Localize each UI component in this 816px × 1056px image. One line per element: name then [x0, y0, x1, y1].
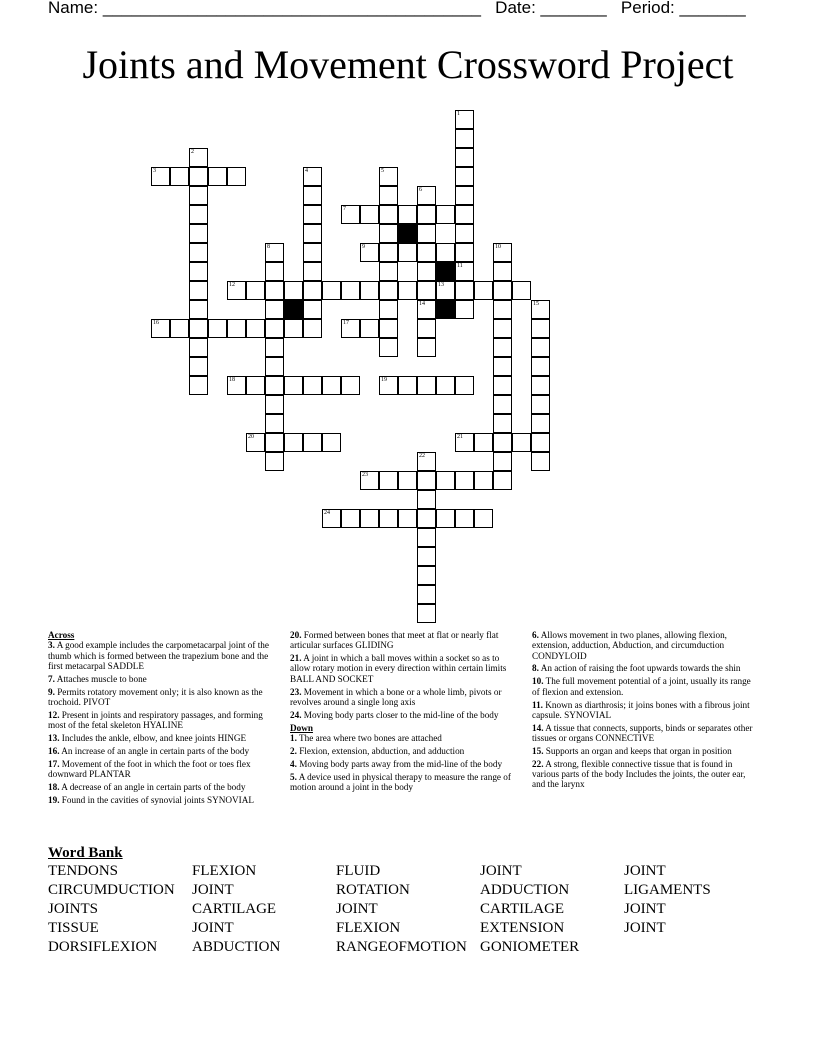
- grid-cell[interactable]: [531, 433, 550, 452]
- clue-item: [48, 674, 278, 684]
- grid-cell[interactable]: [379, 224, 398, 243]
- grid-cell[interactable]: [208, 167, 227, 186]
- grid-cell[interactable]: [417, 281, 436, 300]
- grid-cell[interactable]: [189, 357, 208, 376]
- clue-text: The full movement potential of a joint, usually its range of flexion and extension.: [532, 676, 751, 697]
- black-square: [284, 300, 303, 319]
- grid-cell[interactable]: [417, 604, 436, 623]
- clue-text: Known as diarthrosis; it joins bones with a fibrous joint capsule. SYNOVIAL: [532, 699, 750, 720]
- clue-num: 24.: [290, 709, 302, 720]
- grid-cell[interactable]: [322, 433, 341, 452]
- grid-cell[interactable]: [322, 281, 341, 300]
- grid-cell[interactable]: [398, 471, 417, 490]
- clue-number: 12: [229, 282, 235, 288]
- grid-cell[interactable]: [417, 205, 436, 224]
- grid-cell[interactable]: [398, 376, 417, 395]
- clue-text: Moving body parts closer to the mid-line of the body: [303, 709, 499, 720]
- grid-cell[interactable]: [493, 262, 512, 281]
- grid-cell[interactable]: [303, 281, 322, 300]
- grid-cell[interactable]: [531, 414, 550, 433]
- grid-cell[interactable]: [417, 509, 436, 528]
- grid-cell[interactable]: [474, 281, 493, 300]
- grid-cell[interactable]: [360, 471, 379, 490]
- grid-cell[interactable]: [493, 281, 512, 300]
- name-blank[interactable]: ________________________________________: [102, 0, 481, 17]
- grid-cell[interactable]: [455, 281, 474, 300]
- grid-cell[interactable]: [417, 528, 436, 547]
- clue-number: 18: [229, 377, 235, 383]
- grid-cell[interactable]: [493, 471, 512, 490]
- clue-number: 17: [343, 320, 349, 326]
- clue-num: 9.: [48, 686, 55, 697]
- period-label: Period:: [620, 0, 675, 17]
- clue-text: A strong, flexible connective tissue that is found in various parts of the body Includes the joints, the outer ear, and the larynx: [532, 758, 746, 790]
- grid-cell[interactable]: [455, 433, 474, 452]
- clue-item: [532, 759, 760, 790]
- clue-text: Formed between bones that meet at flat or nearly flat articular surfaces GLIDING: [290, 630, 499, 651]
- grid-cell[interactable]: [360, 319, 379, 338]
- grid-cell[interactable]: [265, 357, 284, 376]
- grid-cell[interactable]: [474, 433, 493, 452]
- clue-num: 12.: [48, 709, 60, 720]
- grid-cell[interactable]: [303, 300, 322, 319]
- clue-text: Movement in which a bone or a whole limb, pivots or revolves around a single long axis: [290, 686, 502, 707]
- clue-number: 21: [457, 434, 463, 440]
- clues-column-1: [48, 630, 278, 808]
- word-bank-item: EXTENSION: [480, 920, 565, 936]
- clue-item: [48, 733, 278, 743]
- word-bank-item: JOINT: [192, 920, 234, 936]
- grid-cell[interactable]: [455, 224, 474, 243]
- clues-column-3: [532, 630, 760, 792]
- grid-cell[interactable]: [303, 224, 322, 243]
- grid-cell[interactable]: [227, 319, 246, 338]
- clue-number: 13: [438, 282, 444, 288]
- grid-cell[interactable]: [189, 148, 208, 167]
- clue-number: 6: [419, 187, 422, 193]
- down-clue-list: [290, 733, 518, 792]
- grid-cell[interactable]: [189, 319, 208, 338]
- clue-number: 22: [419, 453, 425, 459]
- clue-number: 8: [267, 244, 270, 250]
- clue-text: A joint in which a ball moves within a socket so as to allow rotary motion in every direction within certain limits BALL AND SOCKET: [290, 653, 507, 684]
- clue-text: A tissue that connects, supports, binds or separates other tissues or organs CONNECTIVE: [532, 722, 753, 744]
- clue-number: 3: [153, 168, 156, 174]
- grid-cell[interactable]: [531, 357, 550, 376]
- clue-text: An increase of an angle in certain parts of the body: [61, 745, 250, 756]
- clue-number: 19: [381, 377, 387, 383]
- grid-cell[interactable]: [436, 243, 455, 262]
- grid-cell[interactable]: [341, 205, 360, 224]
- grid-cell[interactable]: [417, 547, 436, 566]
- grid-cell[interactable]: [189, 262, 208, 281]
- grid-cell[interactable]: [379, 509, 398, 528]
- grid-cell[interactable]: [341, 376, 360, 395]
- grid-cell[interactable]: [227, 376, 246, 395]
- grid-cell[interactable]: [531, 338, 550, 357]
- clue-item: [290, 687, 518, 708]
- grid-cell[interactable]: [246, 433, 265, 452]
- grid-cell[interactable]: [303, 186, 322, 205]
- clue-item: [290, 630, 518, 651]
- grid-cell[interactable]: [493, 319, 512, 338]
- clue-number: 1: [457, 111, 460, 117]
- clue-number: 15: [533, 301, 539, 307]
- grid-cell[interactable]: [360, 205, 379, 224]
- word-bank-item: JOINT: [624, 920, 666, 936]
- grid-cell[interactable]: [493, 338, 512, 357]
- clue-num: 5.: [290, 771, 297, 782]
- word-bank-item: ADDUCTION: [480, 882, 570, 898]
- grid-cell[interactable]: [398, 205, 417, 224]
- word-bank-item: FLEXION: [336, 920, 401, 936]
- clue-item: [290, 710, 518, 720]
- grid-cell[interactable]: [493, 414, 512, 433]
- grid-cell[interactable]: [151, 319, 170, 338]
- down-clue-list-cont: [532, 630, 760, 790]
- clue-item: [532, 723, 760, 744]
- word-bank-item: LIGAMENTS: [624, 882, 711, 898]
- black-square: [436, 300, 455, 319]
- grid-cell[interactable]: [303, 205, 322, 224]
- grid-cell[interactable]: [322, 376, 341, 395]
- grid-cell[interactable]: [341, 281, 360, 300]
- grid-cell[interactable]: [531, 300, 550, 319]
- grid-cell[interactable]: [265, 433, 284, 452]
- word-bank-item: ROTATION: [336, 882, 410, 898]
- clue-num: 11.: [532, 699, 543, 710]
- grid-cell[interactable]: [189, 243, 208, 262]
- clue-text: A good example includes the carpometacarpal joint of the thumb which is formed between the trapezium bone and the first metacarpal SADDLE: [48, 640, 269, 671]
- word-bank-item: JOINT: [480, 863, 522, 879]
- grid-cell[interactable]: [265, 243, 284, 262]
- grid-cell[interactable]: [189, 300, 208, 319]
- clue-num: 1.: [290, 733, 297, 744]
- grid-cell[interactable]: [284, 376, 303, 395]
- clue-text: Attaches muscle to bone: [56, 673, 147, 684]
- black-square: [436, 262, 455, 281]
- grid-cell[interactable]: [398, 243, 417, 262]
- grid-cell[interactable]: [417, 376, 436, 395]
- grid-cell[interactable]: [493, 357, 512, 376]
- grid-cell[interactable]: [189, 205, 208, 224]
- clue-item: [48, 687, 278, 708]
- word-bank-item: JOINT: [336, 901, 378, 917]
- grid-cell[interactable]: [455, 186, 474, 205]
- clue-item: [48, 640, 278, 671]
- clue-text: An action of raising the foot upwards towards the shin: [540, 663, 741, 674]
- clue-number: 10: [495, 244, 501, 250]
- clue-num: 15.: [532, 745, 544, 756]
- clue-item: [48, 759, 278, 780]
- grid-cell[interactable]: [265, 395, 284, 414]
- grid-cell[interactable]: [493, 376, 512, 395]
- grid-cell[interactable]: [227, 281, 246, 300]
- grid-cell[interactable]: [189, 224, 208, 243]
- grid-cell[interactable]: [531, 376, 550, 395]
- clue-num: 16.: [48, 745, 60, 756]
- word-bank-item: GONIOMETER: [480, 939, 580, 955]
- grid-cell[interactable]: [265, 319, 284, 338]
- grid-cell[interactable]: [417, 319, 436, 338]
- clue-num: 13.: [48, 733, 60, 744]
- grid-cell[interactable]: [436, 509, 455, 528]
- grid-cell[interactable]: [189, 338, 208, 357]
- grid-cell[interactable]: [512, 433, 531, 452]
- grid-cell[interactable]: [417, 471, 436, 490]
- grid-cell[interactable]: [512, 281, 531, 300]
- clue-text: A device used in physical therapy to measure the range of motion around a joint in the body: [290, 771, 511, 793]
- black-square: [398, 224, 417, 243]
- grid-cell[interactable]: [417, 452, 436, 471]
- grid-cell[interactable]: [379, 281, 398, 300]
- grid-cell[interactable]: [379, 243, 398, 262]
- clue-item: [290, 653, 518, 684]
- clue-num: 22.: [532, 758, 544, 769]
- grid-cell[interactable]: [455, 509, 474, 528]
- grid-cell[interactable]: [360, 281, 379, 300]
- date-label: Date:: [495, 0, 536, 17]
- grid-cell[interactable]: [417, 224, 436, 243]
- grid-cell[interactable]: [189, 281, 208, 300]
- clue-item: [290, 733, 518, 743]
- grid-cell[interactable]: [379, 186, 398, 205]
- grid-cell[interactable]: [379, 167, 398, 186]
- grid-cell[interactable]: [455, 110, 474, 129]
- word-bank-item: DORSIFLEXION: [48, 939, 158, 955]
- clue-number: 5: [381, 168, 384, 174]
- grid-cell[interactable]: [436, 376, 455, 395]
- clue-text: Present in joints and respiratory passages, and forming most of the fetal skeleton HYALINE: [48, 709, 263, 731]
- grid-cell[interactable]: [436, 471, 455, 490]
- grid-cell[interactable]: [417, 490, 436, 509]
- clue-number: 7: [343, 206, 346, 212]
- grid-cell[interactable]: [379, 319, 398, 338]
- word-bank-item: ABDUCTION: [192, 939, 281, 955]
- clue-text: The area where two bones are attached: [299, 733, 442, 744]
- grid-cell[interactable]: [303, 433, 322, 452]
- clue-number: 4: [305, 168, 308, 174]
- clue-item: [290, 772, 518, 793]
- grid-cell[interactable]: [208, 319, 227, 338]
- word-bank-item: JOINT: [192, 882, 234, 898]
- clue-number: 9: [362, 244, 365, 250]
- clue-item: [290, 746, 518, 756]
- clue-num: 10.: [532, 676, 544, 687]
- grid-cell[interactable]: [531, 395, 550, 414]
- clue-text: A decrease of an angle in certain parts of the body: [61, 782, 246, 793]
- grid-cell[interactable]: [246, 376, 265, 395]
- word-bank-item: FLEXION: [192, 863, 257, 879]
- grid-cell[interactable]: [436, 205, 455, 224]
- grid-cell[interactable]: [417, 585, 436, 604]
- grid-cell[interactable]: [265, 338, 284, 357]
- clue-num: 19.: [48, 794, 60, 805]
- clue-num: 8.: [532, 663, 539, 674]
- clue-item: [532, 663, 760, 673]
- grid-cell[interactable]: [493, 300, 512, 319]
- grid-cell[interactable]: [455, 129, 474, 148]
- word-bank-title: Word Bank: [48, 845, 123, 861]
- grid-cell[interactable]: [455, 300, 474, 319]
- grid-cell[interactable]: [189, 167, 208, 186]
- grid-cell[interactable]: [436, 281, 455, 300]
- clue-item: [48, 795, 278, 805]
- clue-number: 20: [248, 434, 254, 440]
- word-bank-item: FLUID: [336, 863, 381, 879]
- grid-cell[interactable]: [417, 300, 436, 319]
- grid-cell[interactable]: [455, 376, 474, 395]
- grid-cell[interactable]: [303, 376, 322, 395]
- clue-item: [48, 782, 278, 792]
- grid-cell[interactable]: [227, 167, 246, 186]
- clue-num: 14.: [532, 722, 544, 733]
- clue-num: 21.: [290, 653, 302, 664]
- grid-cell[interactable]: [379, 300, 398, 319]
- grid-cell[interactable]: [417, 243, 436, 262]
- grid-cell[interactable]: [189, 376, 208, 395]
- grid-cell[interactable]: [493, 243, 512, 262]
- word-bank-item: RANGEOFMOTION: [336, 939, 467, 955]
- clue-number: 11: [457, 263, 463, 269]
- clue-num: 2.: [290, 745, 297, 756]
- word-bank-item: CARTILAGE: [480, 901, 565, 917]
- grid-cell[interactable]: [284, 281, 303, 300]
- grid-cell[interactable]: [531, 452, 550, 471]
- clue-text: Movement of the foot in which the foot or toes flex downward PLANTAR: [48, 758, 251, 780]
- clue-text: Moving body parts away from the mid-line of the body: [299, 758, 503, 769]
- word-bank-item: JOINT: [624, 863, 666, 879]
- grid-cell[interactable]: [341, 509, 360, 528]
- grid-cell[interactable]: [493, 395, 512, 414]
- grid-cell[interactable]: [455, 262, 474, 281]
- clue-text: Flexion, extension, abduction, and adduction: [299, 745, 465, 756]
- clue-item: [532, 746, 760, 756]
- down-heading: Down: [290, 722, 313, 733]
- grid-cell[interactable]: [265, 281, 284, 300]
- grid-cell[interactable]: [284, 433, 303, 452]
- grid-cell[interactable]: [360, 243, 379, 262]
- clue-num: 18.: [48, 782, 60, 793]
- grid-cell[interactable]: [455, 167, 474, 186]
- word-bank-item: JOINTS: [48, 901, 99, 917]
- grid-cell[interactable]: [455, 243, 474, 262]
- grid-cell[interactable]: [531, 319, 550, 338]
- grid-cell[interactable]: [265, 452, 284, 471]
- word-bank-item: TISSUE: [48, 920, 99, 936]
- clue-item: [48, 746, 278, 756]
- grid-cell[interactable]: [265, 376, 284, 395]
- grid-cell[interactable]: [474, 471, 493, 490]
- grid-cell[interactable]: [493, 433, 512, 452]
- clue-number: 23: [362, 472, 368, 478]
- word-bank-item: CARTILAGE: [192, 901, 277, 917]
- grid-cell[interactable]: [455, 471, 474, 490]
- word-bank-item: JOINT: [624, 901, 666, 917]
- grid-cell[interactable]: [398, 281, 417, 300]
- clue-number: 16: [153, 320, 159, 326]
- across-heading: Across: [48, 630, 75, 640]
- grid-cell[interactable]: [455, 205, 474, 224]
- grid-cell[interactable]: [265, 262, 284, 281]
- grid-cell[interactable]: [246, 319, 265, 338]
- clue-num: 20.: [290, 630, 302, 640]
- grid-cell[interactable]: [455, 148, 474, 167]
- grid-cell[interactable]: [303, 167, 322, 186]
- grid-cell[interactable]: [474, 509, 493, 528]
- grid-cell[interactable]: [246, 281, 265, 300]
- clue-num: 23.: [290, 686, 302, 697]
- clue-num: 6.: [532, 630, 539, 640]
- clue-num: 7.: [48, 673, 55, 684]
- word-bank-item: TENDONS: [48, 863, 118, 879]
- name-label: Name:: [48, 0, 99, 17]
- grid-cell[interactable]: [379, 205, 398, 224]
- date-blank[interactable]: _______: [540, 0, 607, 17]
- grid-cell[interactable]: [360, 509, 379, 528]
- grid-cell[interactable]: [379, 262, 398, 281]
- grid-cell[interactable]: [398, 509, 417, 528]
- clue-num: 4.: [290, 758, 297, 769]
- grid-cell[interactable]: [379, 338, 398, 357]
- word-bank-item: CIRCUMDUCTION: [48, 882, 175, 898]
- grid-cell[interactable]: [379, 376, 398, 395]
- grid-cell[interactable]: [265, 300, 284, 319]
- clue-text: Found in the cavities of synovial joints SYNOVIAL: [61, 794, 254, 805]
- grid-cell[interactable]: [303, 262, 322, 281]
- clue-text: Allows movement in two planes, allowing flexion, extension, adduction, Abduction, and circumduction CONDYLOID: [532, 630, 727, 661]
- grid-cell[interactable]: [322, 509, 341, 528]
- clue-text: Permits rotatory movement only; it is also known as the trochoid. PIVOT: [48, 686, 263, 707]
- clue-item: [532, 676, 760, 697]
- grid-cell[interactable]: [303, 319, 322, 338]
- grid-cell[interactable]: [417, 566, 436, 585]
- grid-cell[interactable]: [265, 414, 284, 433]
- grid-cell[interactable]: [170, 319, 189, 338]
- grid-cell[interactable]: [170, 167, 189, 186]
- period-blank[interactable]: _______: [679, 0, 746, 17]
- across-clue-list-cont: [290, 630, 518, 720]
- grid-cell[interactable]: [341, 319, 360, 338]
- grid-cell[interactable]: [493, 452, 512, 471]
- clues-column-2: [290, 630, 518, 795]
- grid-cell[interactable]: [417, 186, 436, 205]
- clue-num: 3.: [48, 640, 55, 651]
- clue-number: 24: [324, 510, 330, 516]
- clue-item: [290, 759, 518, 769]
- clue-item: [48, 710, 278, 731]
- across-clue-list: [48, 640, 278, 805]
- grid-cell[interactable]: [379, 471, 398, 490]
- grid-cell[interactable]: [303, 243, 322, 262]
- clue-number: 14: [419, 301, 425, 307]
- grid-cell[interactable]: [189, 186, 208, 205]
- grid-cell[interactable]: [417, 262, 436, 281]
- clue-item: [532, 700, 760, 721]
- grid-cell[interactable]: [151, 167, 170, 186]
- clue-text: Includes the ankle, elbow, and knee joints HINGE: [61, 733, 247, 744]
- clue-item: [532, 630, 760, 661]
- clue-text: Supports an organ and keeps that organ in position: [545, 745, 732, 756]
- grid-cell[interactable]: [284, 319, 303, 338]
- clue-num: 17.: [48, 758, 60, 769]
- grid-cell[interactable]: [417, 338, 436, 357]
- page-title: Joints and Movement Crossword Project: [82, 42, 734, 87]
- clue-number: 2: [191, 149, 194, 155]
